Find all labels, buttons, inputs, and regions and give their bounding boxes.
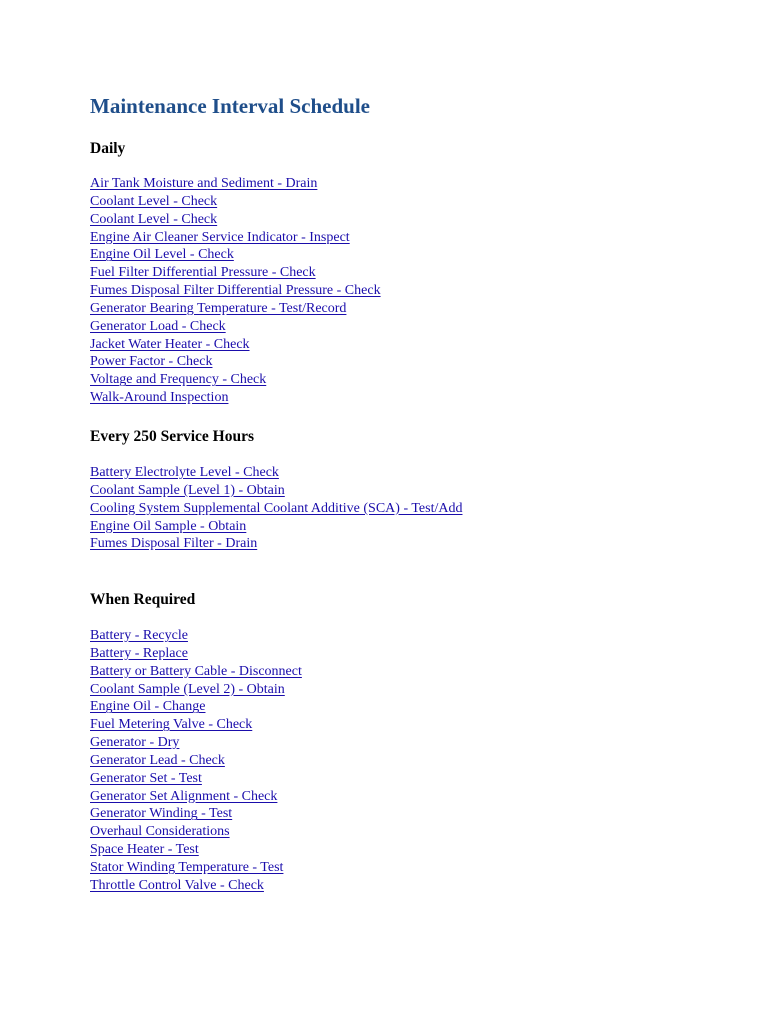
list-item: [90, 805, 302, 823]
list-item: [90, 264, 381, 282]
list-item: [90, 175, 381, 193]
maintenance-link[interactable]: Fuel Metering Valve - Check: [90, 717, 253, 733]
maintenance-link[interactable]: Generator Set - Test: [90, 770, 202, 786]
section-heading-when-required: When Required: [90, 591, 196, 608]
every-250-hours-link-list: [90, 464, 462, 553]
list-item: [90, 193, 381, 211]
list-item: [90, 389, 381, 407]
section-heading-daily: Daily: [90, 140, 126, 157]
section-heading-every-250-service-hours: Every 250 Service Hours: [90, 428, 255, 445]
list-item: [90, 681, 302, 699]
list-item: [90, 859, 302, 877]
maintenance-link[interactable]: Engine Oil Sample - Obtain: [90, 518, 247, 534]
maintenance-link[interactable]: Cooling System Supplemental Coolant Additive (SCA) - Test/Add: [90, 500, 463, 516]
page-title: Maintenance Interval Schedule: [90, 94, 370, 118]
list-item: [90, 318, 381, 336]
maintenance-link[interactable]: Fuel Filter Differential Pressure - Check: [90, 265, 316, 281]
maintenance-link[interactable]: Coolant Level - Check: [90, 211, 218, 227]
list-item: [90, 788, 302, 806]
list-item: [90, 464, 462, 482]
maintenance-link[interactable]: Engine Air Cleaner Service Indicator - Inspect: [90, 229, 350, 245]
maintenance-link[interactable]: Generator Bearing Temperature - Test/Record: [90, 300, 347, 316]
maintenance-link[interactable]: Engine Oil - Change: [90, 699, 206, 715]
list-item: [90, 841, 302, 859]
maintenance-link[interactable]: Space Heater - Test: [90, 842, 199, 858]
daily-link-list: [90, 175, 381, 407]
maintenance-link[interactable]: Generator Load - Check: [90, 318, 226, 334]
maintenance-link[interactable]: Overhaul Considerations: [90, 824, 230, 840]
maintenance-link[interactable]: Fumes Disposal Filter Differential Pressure - Check: [90, 283, 381, 299]
maintenance-link[interactable]: Generator Lead - Check: [90, 752, 225, 768]
maintenance-link[interactable]: Coolant Sample (Level 1) - Obtain: [90, 482, 285, 498]
maintenance-link[interactable]: Power Factor - Check: [90, 354, 213, 370]
list-item: [90, 353, 381, 371]
list-item: [90, 752, 302, 770]
list-item: [90, 282, 381, 300]
list-item: [90, 663, 302, 681]
maintenance-link[interactable]: Generator Winding - Test: [90, 806, 233, 822]
list-item: [90, 336, 381, 354]
list-item: [90, 482, 462, 500]
maintenance-link[interactable]: Battery - Replace: [90, 645, 188, 661]
maintenance-link[interactable]: Voltage and Frequency - Check: [90, 372, 267, 388]
maintenance-link[interactable]: Air Tank Moisture and Sediment - Drain: [90, 176, 318, 191]
maintenance-link[interactable]: Jacket Water Heater - Check: [90, 336, 250, 352]
list-item: [90, 627, 302, 645]
list-item: [90, 518, 462, 536]
list-item: [90, 716, 302, 734]
list-item: [90, 877, 302, 895]
maintenance-link[interactable]: Fumes Disposal Filter - Drain: [90, 536, 258, 552]
maintenance-link[interactable]: Engine Oil Level - Check: [90, 247, 234, 263]
list-item: [90, 770, 302, 788]
list-item: [90, 211, 381, 229]
maintenance-link[interactable]: Coolant Level - Check: [90, 193, 218, 209]
list-item: [90, 698, 302, 716]
maintenance-link[interactable]: Stator Winding Temperature - Test: [90, 859, 284, 875]
maintenance-link[interactable]: Throttle Control Valve - Check: [90, 877, 264, 893]
list-item: [90, 500, 462, 518]
when-required-link-list: [90, 627, 302, 895]
maintenance-link[interactable]: Battery - Recycle: [90, 628, 188, 643]
list-item: [90, 300, 381, 318]
list-item: [90, 734, 302, 752]
list-item: [90, 246, 381, 264]
list-item: [90, 645, 302, 663]
list-item: [90, 371, 381, 389]
list-item: [90, 229, 381, 247]
maintenance-link[interactable]: Battery or Battery Cable - Disconnect: [90, 663, 302, 679]
maintenance-link[interactable]: Walk-Around Inspection: [90, 390, 229, 406]
list-item: [90, 535, 462, 553]
maintenance-link[interactable]: Battery Electrolyte Level - Check: [90, 465, 279, 480]
list-item: [90, 823, 302, 841]
maintenance-link[interactable]: Generator - Dry: [90, 735, 180, 751]
maintenance-link[interactable]: Coolant Sample (Level 2) - Obtain: [90, 681, 285, 697]
maintenance-link[interactable]: Generator Set Alignment - Check: [90, 788, 278, 804]
